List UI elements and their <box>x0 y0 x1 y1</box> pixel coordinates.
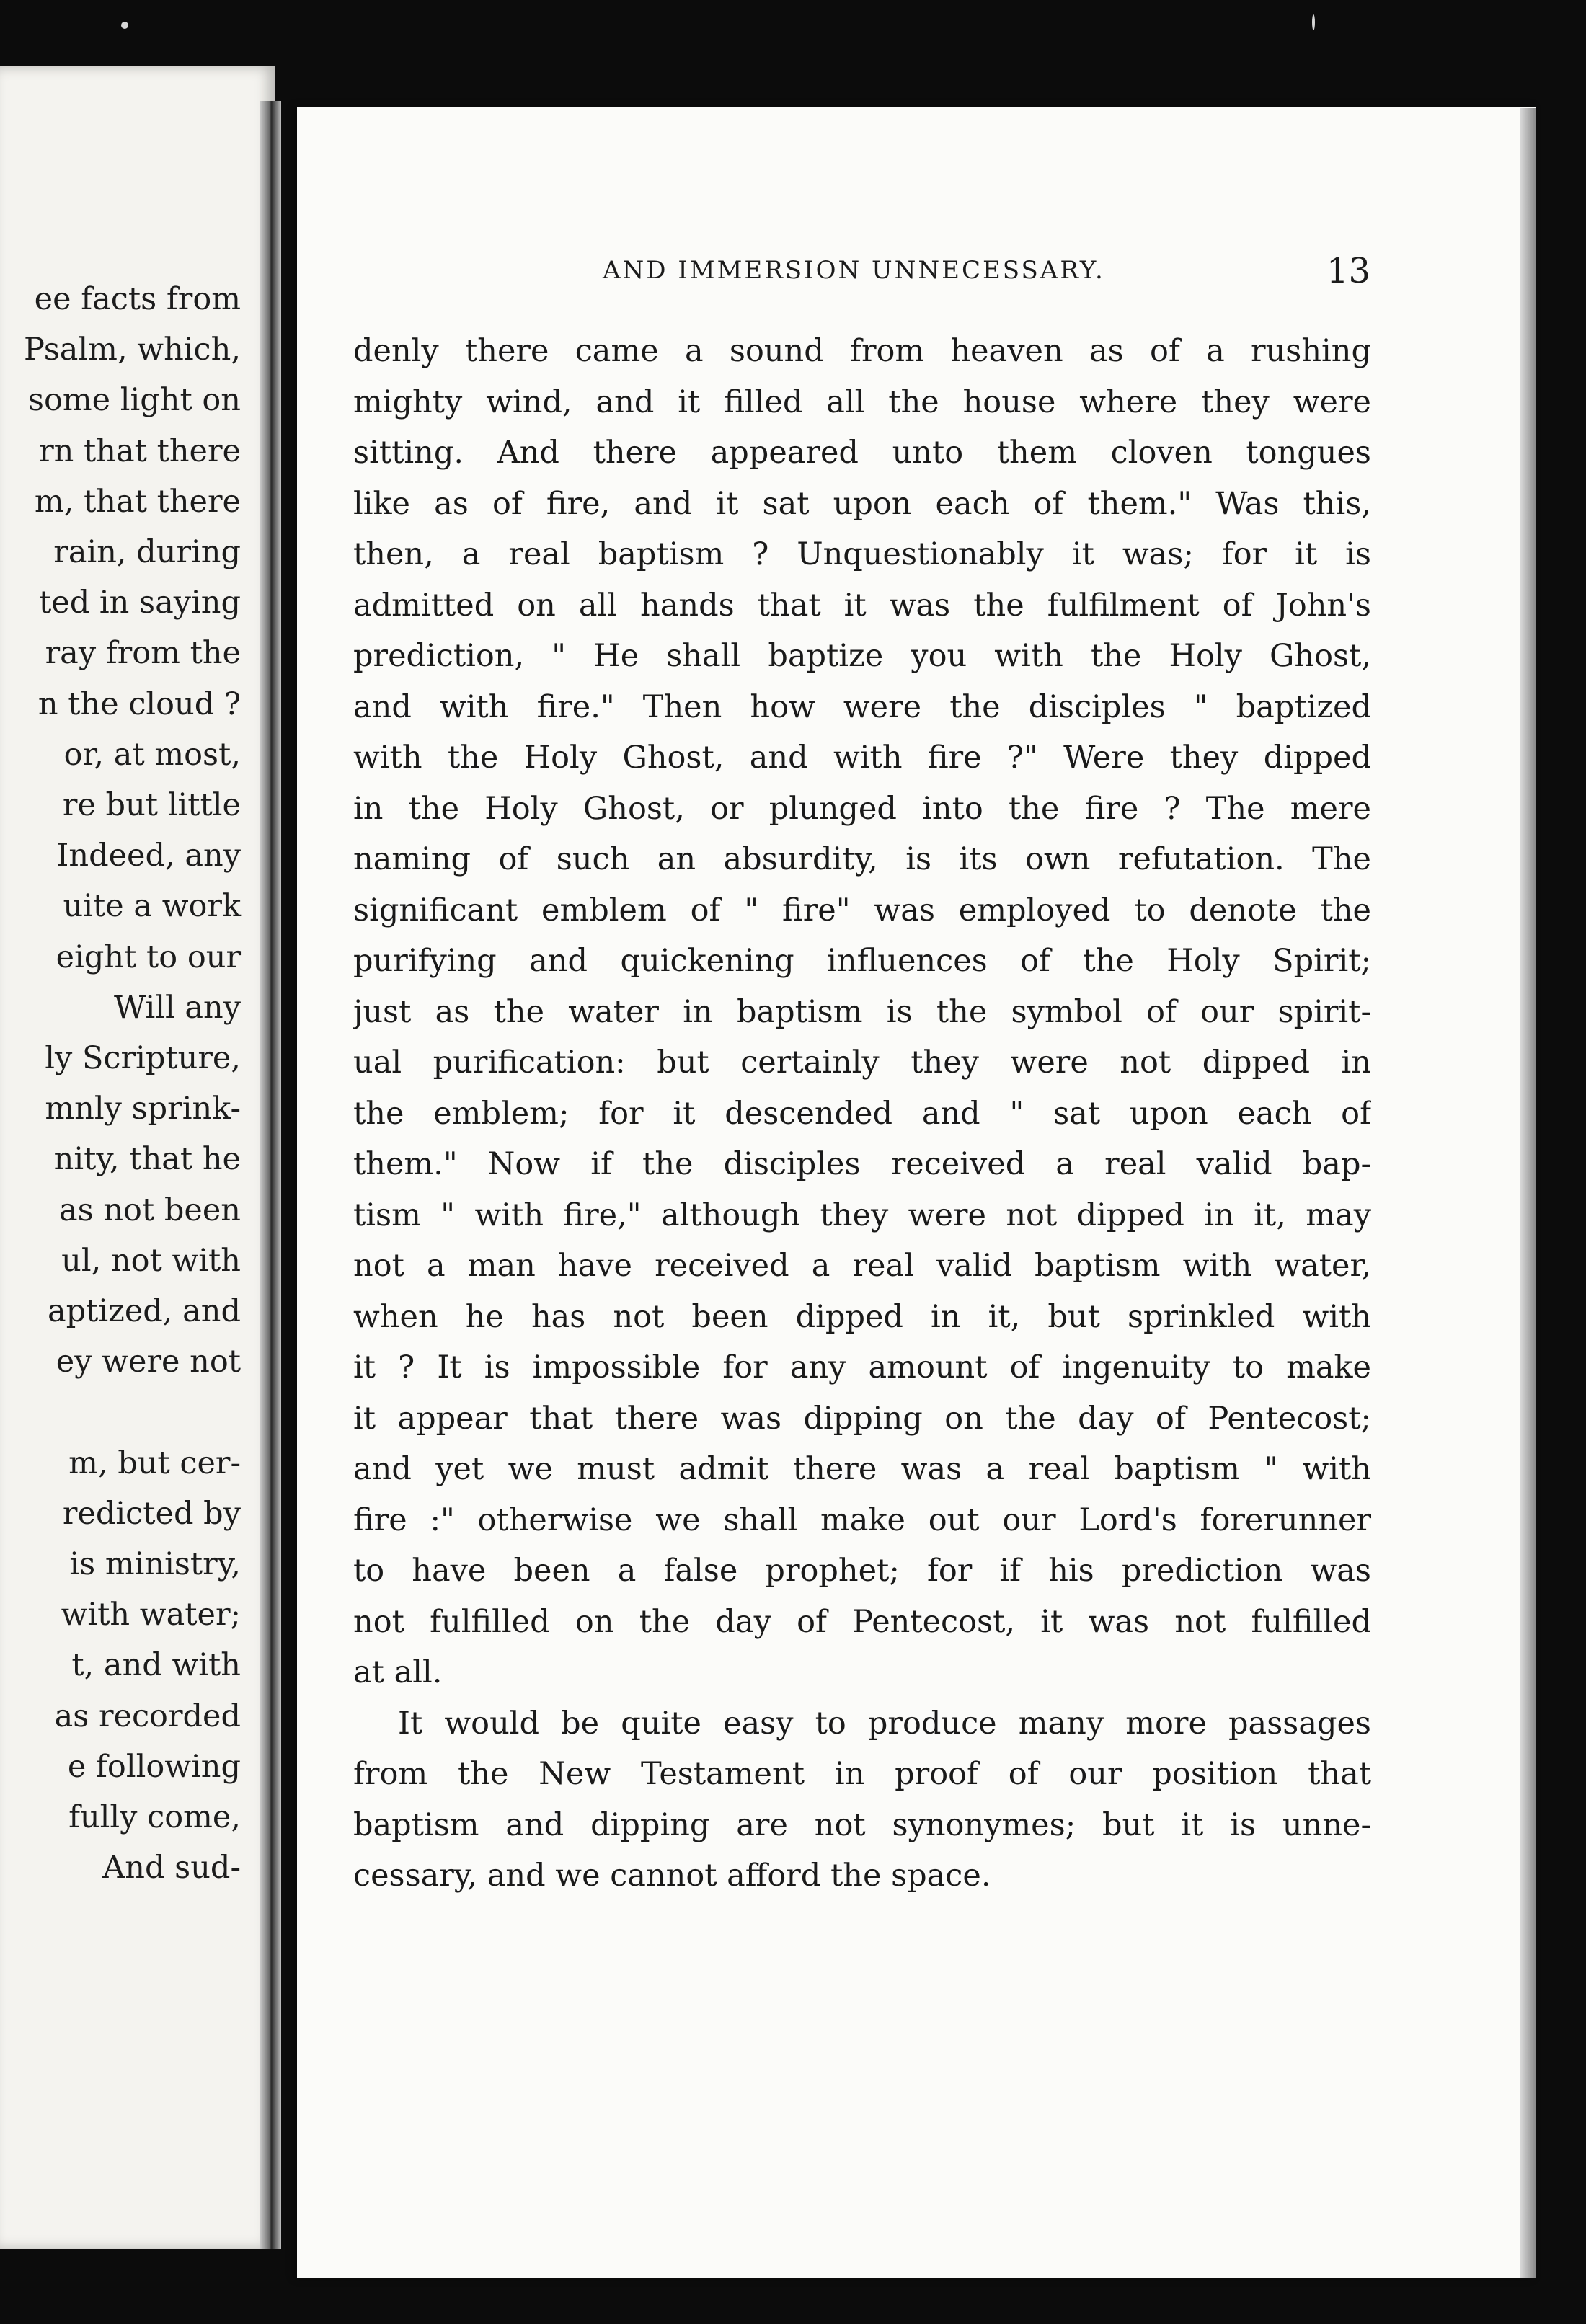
body-line: tism " with fire," although they were not dipped in it, may <box>353 1197 1371 1233</box>
scan-speck <box>1312 14 1315 30</box>
body-line: like as of fire, and it sat upon each of them." Was this, <box>353 485 1371 522</box>
body-line: and yet we must admit there was a real baptism " with <box>353 1451 1371 1487</box>
body-line: at all. <box>353 1654 443 1690</box>
body-line: it ? It is impossible for any amount of ingenuity to make <box>353 1349 1371 1385</box>
body-line: the emblem; for it descended and " sat upon each of <box>353 1095 1371 1132</box>
body-line: cessary, and we cannot afford the space. <box>353 1858 991 1894</box>
running-head: AND IMMERSION UNNECESSARY. <box>603 256 1105 285</box>
book-gutter <box>260 101 281 2249</box>
body-line: them." Now if the disciples received a real valid bap- <box>353 1146 1371 1182</box>
left-page-line: redicted by <box>62 1495 241 1532</box>
left-page-line: re but little <box>62 787 241 823</box>
left-page-line: ul, not with <box>61 1242 241 1279</box>
left-page-line: is ministry, <box>69 1546 241 1582</box>
left-page-line: fully come, <box>68 1799 241 1835</box>
left-page-fragment <box>0 66 275 2249</box>
body-line: naming of such an absurdity, is its own refutation. The <box>353 841 1371 877</box>
left-page-line: e following <box>67 1748 241 1785</box>
body-line: baptism and dipping are not synonymes; but it is unne- <box>353 1806 1371 1843</box>
body-line: when he has not been dipped in it, but sprinkled with <box>353 1298 1371 1335</box>
body-line: ual purification: but certainly they were not dipped in <box>353 1045 1371 1081</box>
left-page-line: n the cloud ? <box>37 686 241 722</box>
body-line: to have been a false prophet; for if his prediction was <box>353 1553 1371 1589</box>
body-line: not fulfilled on the day of Pentecost, it was not fulfilled <box>353 1603 1371 1640</box>
left-page-line: m, but cer- <box>68 1445 241 1481</box>
page-edge-shadow <box>1520 108 1536 2278</box>
left-page-line: rn that there <box>39 433 241 469</box>
left-page-line: with water; <box>61 1597 241 1633</box>
body-line: prediction, " He shall baptize you with the Holy Ghost, <box>353 638 1371 674</box>
left-page-line: uite a work <box>63 888 241 925</box>
left-page-line: as not been <box>58 1192 241 1228</box>
left-page-line: aptized, and <box>47 1293 241 1329</box>
left-page-line: Will any <box>114 989 241 1026</box>
body-line: from the New Testament in proof of our position that <box>353 1756 1371 1792</box>
body-line: sitting. And there appeared unto them cloven tongues <box>353 435 1371 471</box>
left-page-line: some light on <box>27 382 241 419</box>
left-page-line: Psalm, which, <box>23 332 241 368</box>
body-line: just as the water in baptism is the symbol of our spirit- <box>353 993 1371 1030</box>
scan-speck <box>121 22 128 29</box>
left-page-line: or, at most, <box>63 736 241 773</box>
page-number: 13 <box>1326 251 1371 291</box>
left-page-line: ee facts from <box>34 281 241 317</box>
body-line: It would be quite easy to produce many more passages <box>398 1705 1371 1742</box>
left-page-line: t, and with <box>71 1647 241 1684</box>
left-page-line: ey were not <box>56 1344 241 1380</box>
body-line: then, a real baptism ? Unquestionably it was; for it is <box>353 536 1371 572</box>
body-line: admitted on all hands that it was the fulfilment of John's <box>353 587 1371 624</box>
left-page-line: m, that there <box>34 483 241 520</box>
body-line: not a man have received a real valid baptism with water, <box>353 1248 1371 1284</box>
left-page-line: ted in saying <box>38 585 241 621</box>
left-page-line: ly Scripture, <box>45 1040 241 1076</box>
left-page-line: ray from the <box>45 635 241 672</box>
body-line: fire :" otherwise we shall make out our Lord's forerunner <box>353 1502 1371 1538</box>
body-line: in the Holy Ghost, or plunged into the fire ? The mere <box>353 790 1371 827</box>
left-page-line: as recorded <box>54 1698 241 1734</box>
body-line: and with fire." Then how were the disciples " baptized <box>353 688 1371 725</box>
body-line: purifying and quickening influences of the Holy Spirit; <box>353 943 1371 979</box>
left-page-line: Indeed, any <box>56 838 241 874</box>
body-text <box>353 326 1371 1902</box>
body-line: significant emblem of " fire" was employed to denote the <box>353 892 1371 928</box>
body-line: it appear that there was dipping on the day of Pentecost; <box>353 1400 1371 1437</box>
left-page-line: rain, during <box>53 534 241 570</box>
left-page-line: And sud- <box>102 1850 241 1886</box>
body-line: mighty wind, and it filled all the house where they were <box>353 383 1371 420</box>
left-page-line: mnly sprink- <box>45 1091 241 1127</box>
left-page-line: nity, that he <box>53 1141 241 1178</box>
body-line: denly there came a sound from heaven as of a rushing <box>353 333 1371 369</box>
body-line: with the Holy Ghost, and with fire ?" Were they dipped <box>353 740 1371 776</box>
left-page-line: eight to our <box>56 939 241 975</box>
